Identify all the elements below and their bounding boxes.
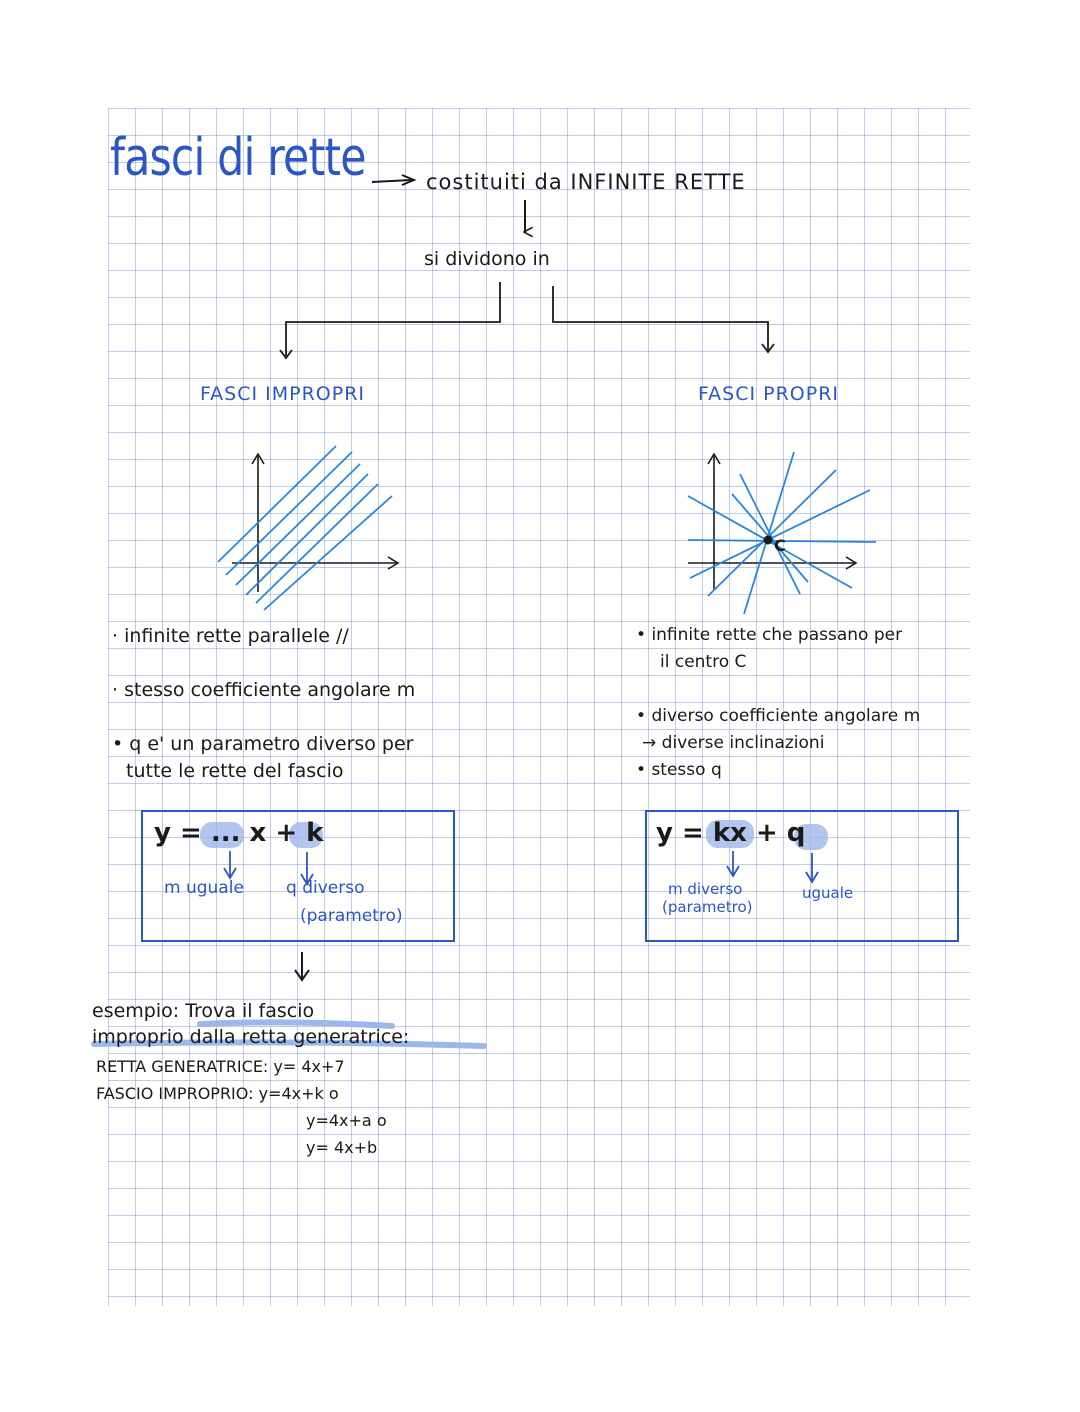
proper-bullet-3: • stesso q	[636, 760, 722, 780]
example-heading-2: improprio dalla retta generatrice:	[92, 1026, 410, 1048]
proper-graph	[688, 452, 876, 614]
improper-formula: y = ... x + k	[154, 818, 324, 848]
improper-graph	[218, 446, 398, 610]
branch-left	[286, 282, 500, 356]
improper-label-m: m uguale	[164, 878, 244, 898]
proper-label-m: m diverso	[668, 880, 743, 898]
improper-bullet-1: · infinite rette parallele //	[112, 625, 349, 647]
improper-bullet-3-text: q e' un parametro diverso per	[129, 733, 414, 755]
costituiti-text: costituiti da INFINITE RETTE	[426, 170, 746, 194]
page-title: fasci di rette	[110, 128, 366, 188]
proper-formula: y = kx + q	[656, 818, 806, 848]
example-fascio-2: y=4x+a o	[306, 1111, 387, 1130]
branch-right	[553, 286, 768, 350]
example-generatrice: RETTA GENERATRICE: y= 4x+7	[96, 1057, 345, 1076]
improper-bullet-3: • q e' un parametro diverso per	[112, 733, 414, 755]
improper-label-q: q diverso	[286, 878, 365, 898]
dividono-text: si dividono in	[424, 248, 550, 270]
center-label: C	[774, 536, 786, 555]
improper-bullet-2: · stesso coefficiente angolare m	[112, 679, 416, 701]
improper-bullet-3b: tutte le rette del fascio	[126, 760, 344, 782]
improper-bullet-1-text: infinite rette parallele //	[124, 625, 349, 647]
example-fascio-3: y= 4x+b	[306, 1138, 378, 1157]
proper-bullet-3-text: stesso q	[651, 760, 722, 780]
title-arrow	[372, 180, 412, 182]
improper-heading: FASCI IMPROPRI	[200, 383, 366, 405]
example-heading: esempio: Trova il fascio	[92, 1000, 315, 1022]
example-fascio-1: FASCIO IMPROPRIO: y=4x+k o	[96, 1084, 339, 1103]
proper-bullet-2b: → diverse inclinazioni	[642, 733, 825, 753]
proper-label-q: uguale	[802, 884, 854, 902]
improper-bullet-2-text: stesso coefficiente angolare m	[124, 679, 416, 701]
improper-label-param: (parametro)	[300, 906, 403, 926]
proper-bullet-1b: il centro C	[660, 652, 747, 672]
proper-bullet-1-text: infinite rette che passano per	[651, 625, 903, 645]
center-point	[764, 536, 773, 545]
proper-bullet-1: • infinite rette che passano per	[636, 625, 903, 645]
proper-label-param: (parametro)	[662, 898, 753, 916]
proper-bullet-2: • diverso coefficiente angolare m	[636, 706, 921, 726]
proper-heading: FASCI PROPRI	[698, 383, 840, 405]
proper-bullet-2-text: diverso coefficiente angolare m	[651, 706, 921, 726]
